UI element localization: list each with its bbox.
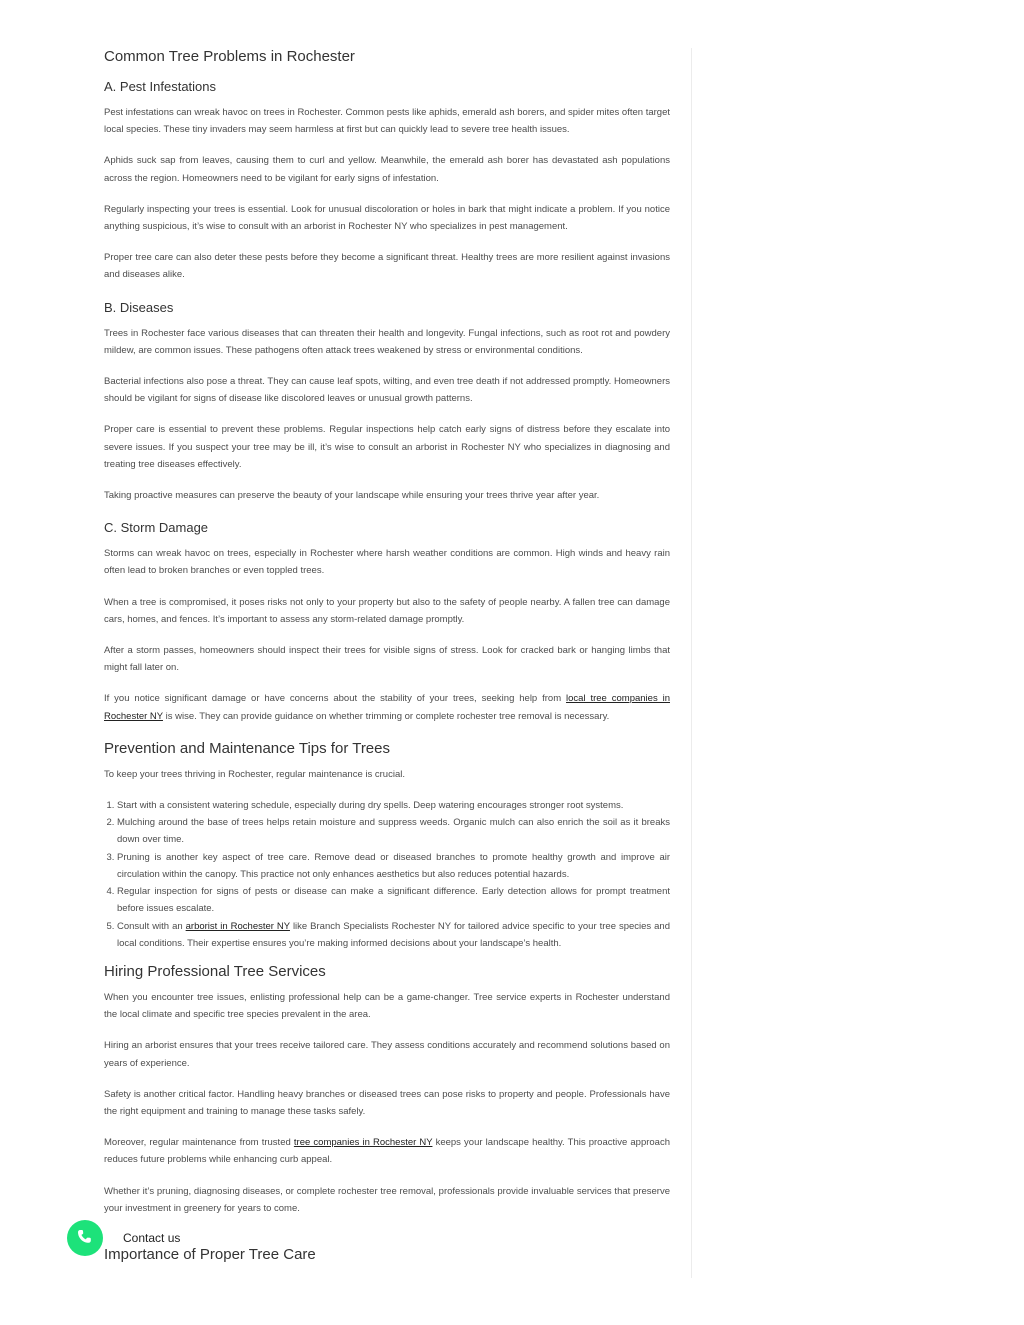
tree-companies-link[interactable]: tree companies in Rochester NY [293, 1137, 433, 1149]
maintenance-tips-list [104, 797, 670, 952]
list-item: 3. Pruning is another key aspect of tree care. Remove dead or diseased branches to promote healthy growth and improve air circulation within the canopy. This practice not only enhances aesthetics but also reduces potential hazards. [117, 849, 670, 883]
paragraph-with-link [104, 690, 670, 724]
list-item-text: like Branch Specialists Rochester NY for tailored advice specific to your tree species and local conditions. Their expertise ensures you’re making informed decisions about your landscape’s health. [117, 920, 671, 949]
paragraph: Taking proactive measures can preserve the beauty of your landscape while ensuring your trees thrive year after year. [104, 490, 600, 502]
paragraph-text: is wise. They can provide guidance on whether trimming or complete rochester tree removal is necessary. [162, 710, 610, 722]
contact-button[interactable] [67, 1220, 103, 1256]
subheading-pest-infestations: A. Pest Infestations [104, 79, 217, 94]
list-item-text: Consult with an [117, 920, 186, 932]
section-heading-importance: Importance of Proper Tree Care [104, 1246, 316, 1263]
paragraph: When you encounter tree issues, enlisting professional help can be a game-changer. Tree service experts in Rochester understand the local climate and specific tree species prevalent in the area. [104, 991, 670, 1021]
local-tree-companies-link[interactable]: local tree companies in Rochester NY [104, 693, 670, 722]
contact-us-label[interactable]: Contact us [123, 1231, 181, 1245]
section-heading-common-problems: Common Tree Problems in Rochester [104, 48, 355, 65]
phone-icon [75, 1228, 95, 1248]
paragraph: Proper care is essential to prevent these problems. Regular inspections help catch early signs of distress before they escalate into severe issues. If you suspect your tree may be ill, it’s wise to consult an arborist in Rochester NY who specializes in diagnosing and treating tree diseases effectively. [104, 424, 670, 470]
list-item [117, 918, 670, 952]
article-body [104, 38, 670, 1231]
paragraph-text: Moreover, regular maintenance from trusted [104, 1137, 294, 1149]
paragraph: Proper tree care can also deter these pests before they become a significant threat. Healthy trees are more resilient against invasions and diseases alike. [104, 252, 670, 281]
paragraph: When a tree is compromised, it poses risks not only to your property but also to the safety of people nearby. A fallen tree can damage cars, homes, and fences. It’s important to assess any storm-related damage promptly. [104, 596, 670, 625]
paragraph-text: keeps your landscape healthy. This proactive approach reduces future problems while enhancing curb appeal. [104, 1137, 671, 1166]
list-item: 1. Start with a consistent watering schedule, especially during dry spells. Deep watering encourages stronger root systems. [117, 797, 670, 814]
subheading-diseases: B. Diseases [104, 299, 174, 315]
paragraph: After a storm passes, homeowners should inspect their trees for visible signs of stress. Look for cracked bark or hanging limbs that might fall later on. [104, 645, 670, 674]
paragraph: Aphids suck sap from leaves, causing them to curl and yellow. Meanwhile, the emerald ash borer has devastated ash populations across the region. Homeowners need to be vigilant for early signs of infestation. [104, 155, 670, 184]
list-item: 4. Regular inspection for signs of pests or disease can make a significant difference. Early detection allows for prompt treatment before issues escalate. [117, 883, 670, 917]
paragraph-with-link [104, 1134, 670, 1168]
paragraph: To keep your trees thriving in Rochester, regular maintenance is crucial. [104, 768, 405, 780]
paragraph: Bacterial infections also pose a threat. They can cause leaf spots, wilting, and even tree death if not addressed promptly. Homeowners should be vigilant for signs of disease like discolored leaves or unusual growth patterns. [104, 376, 670, 405]
sidebar-divider [691, 48, 692, 1278]
paragraph-text: If you notice significant damage or have concerns about the stability of your trees, seeking help from [104, 693, 567, 705]
paragraph: Pest infestations can wreak havoc on trees in Rochester. Common pests like aphids, emerald ash borers, and spider mites often target local species. These tiny invaders may seem harmless at first but can quickly lead to severe tree health issues. [104, 107, 670, 136]
section-heading-prevention: Prevention and Maintenance Tips for Trees [104, 739, 390, 757]
paragraph: Trees in Rochester face various diseases that can threaten their health and longevity. Fungal infections, such as root rot and powdery mildew, are common issues. These pathogens often attack trees weakened by stress or environmental conditions. [104, 327, 670, 356]
paragraph: Safety is another critical factor. Handling heavy branches or diseased trees can pose risks to property and people. Professionals have the right equipment and training to manage these tasks safely. [104, 1088, 670, 1117]
arborist-link[interactable]: arborist in Rochester NY [185, 920, 290, 932]
subheading-storm-damage: C. Storm Damage [104, 520, 209, 536]
paragraph: Storms can wreak havoc on trees, especially in Rochester where harsh weather conditions are common. High winds and heavy rain often lead to broken branches or even toppled trees. [104, 548, 670, 577]
list-item: 2. Mulching around the base of trees helps retain moisture and suppress weeds. Organic mulch can also enrich the soil as it breaks down over time. [117, 814, 670, 848]
paragraph: Regularly inspecting your trees is essential. Look for unusual discoloration or holes in bark that might indicate a problem. If you notice anything suspicious, it’s wise to consult with an arborist in Rochester NY who specializes in pest management. [104, 203, 670, 233]
paragraph: Whether it’s pruning, diagnosing diseases, or complete rochester tree removal, professionals provide invaluable services that preserve your investment in greenery for years to come. [104, 1185, 670, 1214]
paragraph: Hiring an arborist ensures that your trees receive tailored care. They assess conditions accurately and recommend solutions based on years of experience. [104, 1040, 670, 1069]
section-heading-hiring: Hiring Professional Tree Services [104, 962, 326, 980]
